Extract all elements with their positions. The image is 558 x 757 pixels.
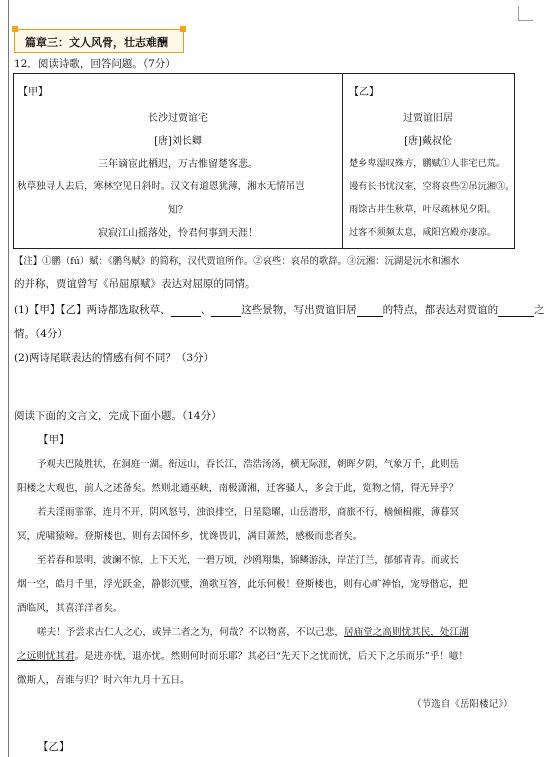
poem-yi-line-4: 过客不须频太息，咸阳宫殿亦凄凉。 (349, 227, 496, 238)
reading-yi-tag: 【乙】 (38, 741, 70, 753)
passage-line-10: 微斯人，吾谁与归？时六年九月十五日。 (17, 675, 190, 686)
chapter-banner (14, 29, 184, 53)
passage-underlined-1: 居庙堂之高则忧其民，处江湖 (344, 627, 469, 638)
poem-yi-line-2: 谩有长书忧汉室，空将哀些②吊沅湘③。 (349, 181, 515, 192)
passage-line-9-b: 。是进亦忧，退亦忧。然则何时而乐耶？其必曰“先天下之忧而忧，后天下之乐而乐”乎！噫！ (74, 651, 469, 662)
banner-pin-right (180, 26, 186, 32)
passage-line-4: 冥，虎啸猿啼。登斯楼也，则有去国怀乡，忧谗畏讥，满目萧然，感极而悲者矣。 (17, 531, 363, 542)
q12-sub1 (14, 302, 545, 317)
poem-yi-author: [唐]戴叔伦 (404, 136, 452, 147)
page-corner-mark (518, 6, 533, 21)
poem-yi-tag: 【乙】 (349, 87, 379, 98)
passage-line-7: 酒临风，其喜洋洋者矣。 (17, 603, 123, 614)
poem-jia-line-3: 知？ (168, 205, 188, 216)
reading-jia-tag: 【甲】 (38, 434, 70, 446)
q12-prompt: 12．阅读诗歌，回答问题。（7分） (14, 58, 176, 70)
sub1-part-c: 这些景物，写出贾谊旧居 (241, 304, 357, 316)
sub1-part-d: 的特点，都表达对贾谊的 (382, 304, 499, 316)
passage-line-3: 若夫淫雨霏霏，连月不开，阴风怒号，浊浪排空，日星隐曜，山岳潜形，商旅不行，樯倾楫摧，薄暮冥 (37, 507, 459, 518)
poem-yi-line-3: 雨馀古井生秋草，叶尽疏林见夕阳。 (349, 204, 496, 215)
poem-jia-tag: 【甲】 (18, 87, 48, 98)
banner-pin-left (12, 26, 18, 32)
poem-note-line-2: 的并称，贾谊曾写《吊屈原赋》表达对屈原的同情。 (14, 278, 256, 290)
answer-blank-1[interactable] (171, 306, 201, 317)
sub1-part-e: 之 (534, 304, 545, 316)
sub1-part-b: 、 (200, 304, 212, 316)
poem-jia-title: 长沙过贾谊宅 (148, 113, 208, 124)
passage-line-2: 阳楼之大观也，前人之述备矣。然则北通巫峡，南极潇湘，迁客骚人，多会于此，览物之情，得无异乎？ (17, 483, 459, 494)
q12-sub2: (2)两诗尾联表达的情感有何不同？（3分） (14, 352, 215, 364)
margin-line (8, 0, 9, 757)
poem-jia-line-2: 秋草独寻人去后，寒林空见日斜时。汉文有道恩犹薄，湘水无情吊岂 (17, 181, 305, 192)
answer-blank-4[interactable] (498, 306, 534, 317)
poem-yi-line-1: 楚乡卑湿叹殊方，鹏赋①人非宅已荒。 (349, 158, 506, 169)
answer-blank-3[interactable] (357, 306, 383, 317)
chapter-title: 篇章三：文人风骨，壮志难酬 (25, 36, 168, 49)
poem-jia-line-4: 寂寂江山摇落处，怜君何事到天涯！ (98, 228, 258, 239)
reading-prompt: 阅读下面的文言文，完成下面小题。（14分） (14, 410, 222, 422)
poem-yi-title: 过贾谊旧居 (403, 113, 453, 124)
passage-line-6: 烟一空，皓月千里，浮光跃金，静影沉璧，渔歌互答，此乐何极！登斯楼也，则有心旷神怡，宠辱偕忘，把 (17, 579, 468, 590)
sub1-part-a: (1)【甲】【乙】两诗都选取秋草、 (14, 304, 171, 316)
poem-jia-line-1: 三年谪宦此栖迟，万古惟留楚客悲。 (98, 159, 258, 170)
q12-sub1-tail: 情。（4分） (14, 328, 68, 340)
passage-source: （节选自《岳阳楼记》） (412, 699, 513, 710)
poem-note-line-1: 【注】①鹏（fú）赋：《鹏鸟赋》的简称，汉代贾谊所作。②哀些：哀吊的歌辞。③沅湘：沅湖是沅水和湘水 (14, 256, 460, 267)
passage-line-5: 至若春和景明，波澜不惊，上下天光，一碧万顷，沙鸥翔集，锦鳞游泳，岸芷汀兰，郁郁青青。而或长 (37, 555, 459, 566)
passage-line-8-a: 嗟夫！予尝求古仁人之心，或异二者之为，何哉？不以物喜，不以己悲， (37, 627, 344, 638)
poem-jia-author: [唐]刘长卿 (154, 136, 202, 147)
answer-blank-2[interactable] (211, 306, 241, 317)
passage-underlined-2: 之远则忧其君 (17, 651, 75, 662)
passage-line-9 (17, 648, 468, 662)
passage-line-8 (37, 624, 469, 638)
passage-line-1: 予观夫巴陵胜状，在洞庭一湖。衔远山，吞长江，浩浩汤汤，横无际涯，朝晖夕阴，气象万千，此则岳 (37, 459, 459, 470)
